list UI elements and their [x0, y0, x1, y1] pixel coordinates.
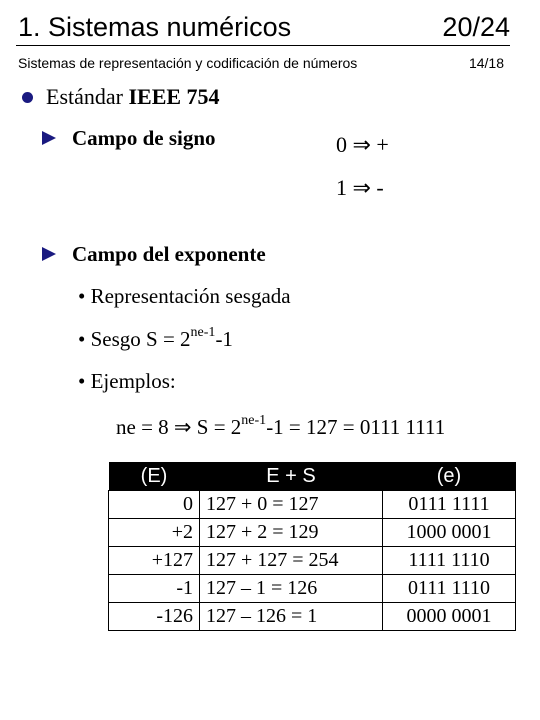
slide-title: 1. Sistemas numéricos: [18, 12, 292, 42]
section-heading: [46, 83, 220, 111]
header-rule: [16, 45, 510, 46]
exponent-cell: +2: [109, 519, 200, 547]
round-bullet-icon: [22, 92, 33, 103]
table-row: [109, 603, 516, 631]
encoded-cell: 0111 1111: [383, 491, 516, 519]
exponent-cell: 0: [109, 491, 200, 519]
table-header-row: [109, 462, 516, 491]
list-item: • Representación sesgada: [78, 284, 291, 308]
encoded-cell: 0111 1110: [383, 575, 516, 603]
table-row: [109, 547, 516, 575]
biased-cell: 127 + 0 = 127: [200, 491, 383, 519]
table-row: [109, 491, 516, 519]
encoded-cell: 1111 1110: [383, 547, 516, 575]
encoded-cell: 1000 0001: [383, 519, 516, 547]
slide-subtitle: Sistemas de representación y codificación de números: [18, 55, 358, 71]
sign-one-rule: 1 ⇒ -: [336, 175, 384, 200]
column-header-biased: E + S: [200, 462, 383, 491]
biased-cell: 127 + 127 = 254: [200, 547, 383, 575]
exponent-cell: -126: [109, 603, 200, 631]
encoded-cell: 0000 0001: [383, 603, 516, 631]
bias-formula-exponent: ne-1: [190, 325, 216, 340]
example-formula-base: ne = 8 ⇒ S = 2: [116, 415, 242, 439]
bias-table: [108, 462, 516, 631]
table-row: [109, 519, 516, 547]
column-header-encoded: (e): [383, 462, 516, 491]
biased-cell: 127 + 2 = 129: [200, 519, 383, 547]
bias-formula-tail: -1: [215, 327, 233, 351]
list-item: • Ejemplos:: [78, 369, 176, 393]
heading-standard: IEEE 754: [128, 84, 220, 109]
triangle-bullet-icon: [42, 247, 56, 261]
example-formula-tail: -1 = 127 = 0111 1111: [266, 415, 446, 439]
exponent-cell: -1: [109, 575, 200, 603]
table-row: [109, 575, 516, 603]
sign-zero-rule: 0 ⇒ +: [336, 132, 389, 157]
biased-cell: 127 – 1 = 126: [200, 575, 383, 603]
page-number: 20/24: [442, 12, 510, 42]
example-formula: [116, 414, 445, 440]
exponent-field-label: Campo del exponente: [72, 242, 266, 266]
subsection-page-number: 14/18: [468, 55, 504, 71]
example-formula-exponent: ne-1: [241, 413, 267, 428]
triangle-bullet-icon: [42, 131, 56, 145]
biased-cell: 127 – 126 = 1: [200, 603, 383, 631]
bias-formula-base: • Sesgo S = 2: [78, 327, 191, 351]
sign-field-label: Campo de signo: [72, 126, 216, 150]
column-header-exponent: (E): [109, 462, 200, 491]
heading-prefix: Estándar: [46, 84, 129, 109]
exponent-cell: +127: [109, 547, 200, 575]
list-item: [78, 326, 233, 352]
